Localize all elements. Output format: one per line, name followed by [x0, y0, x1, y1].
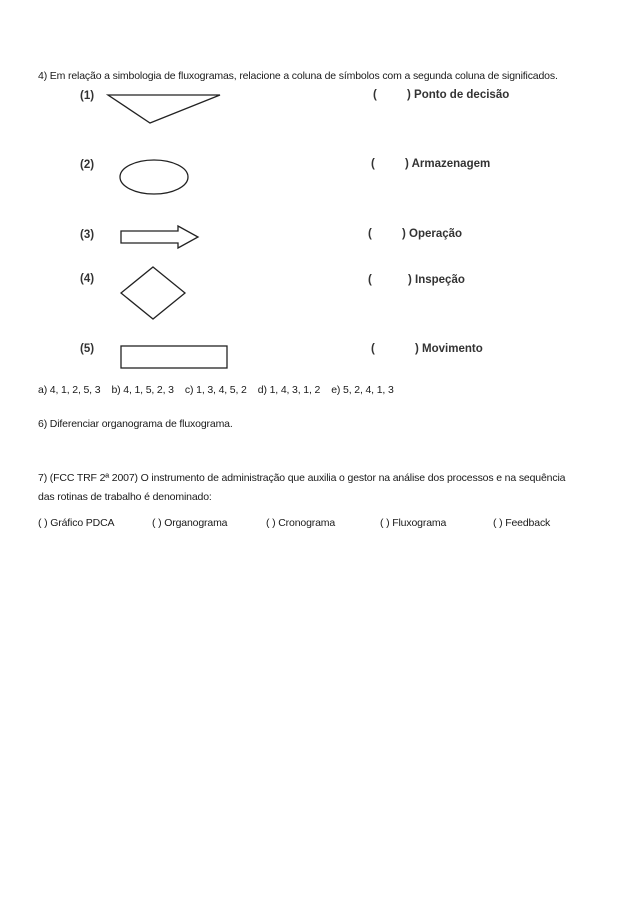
meaning-3	[368, 228, 462, 240]
meaning-4	[368, 274, 465, 286]
diamond-icon	[118, 264, 188, 322]
ellipse-icon	[118, 158, 192, 196]
option-grafico-pdca[interactable]: ( ) Gráfico PDCA	[38, 517, 115, 529]
option-fluxograma[interactable]: ( ) Fluxograma	[380, 517, 447, 529]
question-4-answer-choices: a) 4, 1, 2, 5, 3 b) 4, 1, 5, 2, 3 c) 1, 3, 4, 5, 2 d) 1, 4, 3, 1, 2 e) 5, 2, 4, 1, 3	[38, 384, 394, 396]
symbol-number-5: (5)	[80, 343, 95, 355]
symbol-number-2: (2)	[80, 159, 95, 171]
meaning-4-paren: (	[368, 274, 372, 286]
rectangle-icon	[118, 343, 230, 371]
meaning-4-label: ) Inspeção	[408, 274, 465, 286]
question-4-prompt: 4) Em relação a simbologia de fluxogramas, relacione a coluna de símbolos com a segunda coluna de significados.	[38, 70, 558, 82]
meaning-1-paren: (	[373, 89, 377, 101]
meaning-5	[371, 343, 483, 355]
meaning-1-label: ) Ponto de decisão	[407, 89, 510, 101]
question-7-options	[0, 517, 638, 533]
symbol-number-1: (1)	[80, 90, 95, 102]
symbol-number-3: (3)	[80, 229, 95, 241]
question-7-prompt-line-1: 7) (FCC TRF 2ª 2007) O instrumento de administração que auxilia o gestor na análise dos processos e na sequência	[38, 472, 566, 484]
meaning-5-label: ) Movimento	[415, 343, 483, 355]
meaning-5-paren: (	[371, 343, 375, 355]
symbol-number-4: (4)	[80, 273, 95, 285]
question-7-prompt-line-2: das rotinas de trabalho é denominado:	[38, 491, 212, 503]
option-cronograma[interactable]: ( ) Cronograma	[266, 517, 336, 529]
meaning-3-paren: (	[368, 228, 372, 240]
inverted-triangle-icon	[100, 92, 224, 126]
question-6-prompt: 6) Diferenciar organograma de fluxograma.	[38, 418, 233, 430]
option-feedback[interactable]: ( ) Feedback	[493, 517, 551, 529]
meaning-3-label: ) Operação	[402, 228, 463, 240]
option-organograma[interactable]: ( ) Organograma	[152, 517, 228, 529]
meaning-2-paren: (	[371, 158, 375, 170]
arrow-icon	[118, 224, 202, 250]
meaning-2	[371, 158, 490, 170]
meaning-1	[373, 89, 509, 101]
meaning-2-label: ) Armazenagem	[405, 158, 491, 170]
